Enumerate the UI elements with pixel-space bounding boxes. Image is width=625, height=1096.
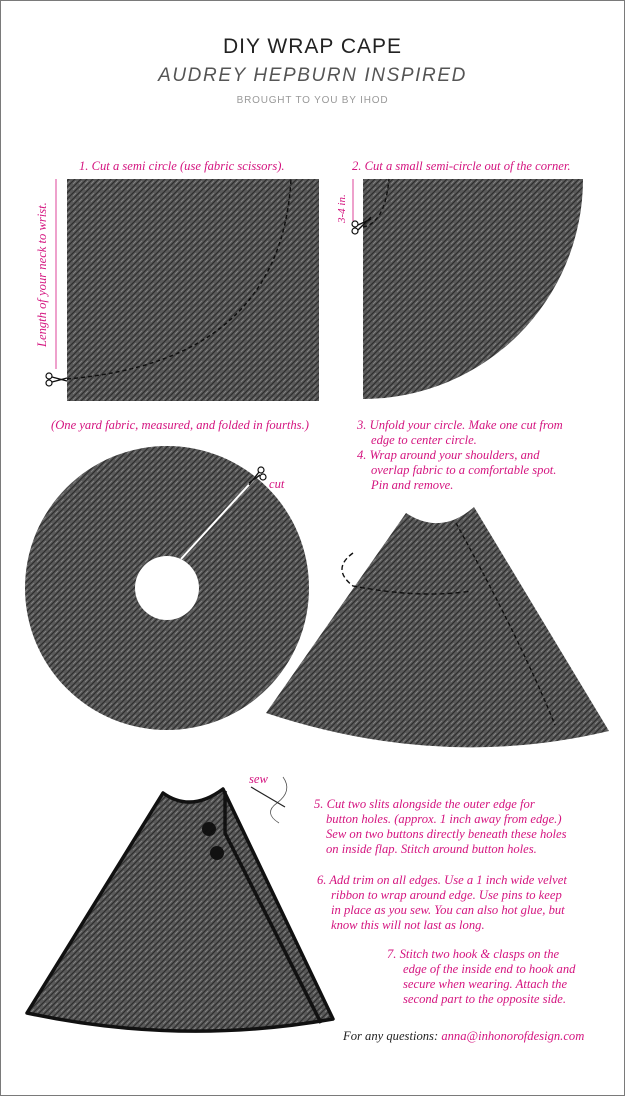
- step-2: 2. Cut a small semi-circle out of the corner.: [352, 159, 571, 173]
- fabric-square: [67, 179, 319, 401]
- step-4-line-3: Pin and remove.: [371, 478, 454, 492]
- step-4-line-1: 4. Wrap around your shoulders, and: [357, 448, 540, 462]
- step-5-line-4: on inside flap. Stitch around button holes.: [326, 842, 537, 856]
- contact-email-link[interactable]: anna@inhonorofdesign.com: [441, 1029, 585, 1043]
- finished-cape: [27, 789, 333, 1031]
- step-7-line-3: secure when wearing. Attach the: [403, 977, 568, 991]
- step-6-line-2: ribbon to wrap around edge. Use pins to keep: [331, 888, 562, 902]
- step-6-line-1: 6. Add trim on all edges. Use a 1 inch wide velvet: [317, 873, 567, 887]
- fabric-cone: [266, 507, 609, 747]
- byline: BROUGHT TO YOU BY IHOD: [236, 95, 389, 106]
- step-3-line-1: 3. Unfold your circle. Make one cut from: [357, 418, 563, 432]
- button-top: [202, 822, 216, 836]
- fabric-note: (One yard fabric, measured, and folded in fourths.): [51, 418, 309, 432]
- center-hole: [135, 556, 199, 620]
- button-bottom: [210, 846, 224, 860]
- step-7-line-1: 7. Stitch two hook & clasps on the: [387, 947, 560, 961]
- step-6-line-3: in place as you sew. You can also hot glue, but: [331, 903, 565, 917]
- length-label: Length of your neck to wrist.: [35, 202, 49, 347]
- step-1: 1. Cut a semi circle (use fabric scissors).: [79, 159, 285, 173]
- step-7-line-4: second part to the opposite side.: [403, 992, 566, 1006]
- fabric-quarter-circle: [363, 179, 583, 399]
- page-subtitle: AUDREY HEPBURN INSPIRED: [158, 65, 467, 86]
- scissors-icon: [46, 373, 67, 386]
- step-4-line-2: overlap fabric to a comfortable spot.: [371, 463, 557, 477]
- step-5-line-3: Sew on two buttons directly beneath these holes: [326, 827, 567, 841]
- page-title: DIY WRAP CAPE: [222, 35, 403, 58]
- cut-label: cut: [269, 477, 285, 491]
- step-5-line-2: button holes. (approx. 1 inch away from edge.): [326, 812, 562, 826]
- step-6-line-4: know this will not last as long.: [331, 918, 485, 932]
- size-label: 3-4 in.: [336, 194, 348, 223]
- sew-label: sew: [249, 772, 268, 786]
- footer-label: For any questions:: [343, 1029, 439, 1043]
- footer: [343, 1029, 584, 1044]
- step-3-line-2: edge to center circle.: [371, 433, 477, 447]
- step-7-line-2: edge of the inside end to hook and: [403, 962, 576, 976]
- step-5-line-1: 5. Cut two slits alongside the outer edge for: [314, 797, 535, 811]
- needle-icon: [251, 787, 285, 807]
